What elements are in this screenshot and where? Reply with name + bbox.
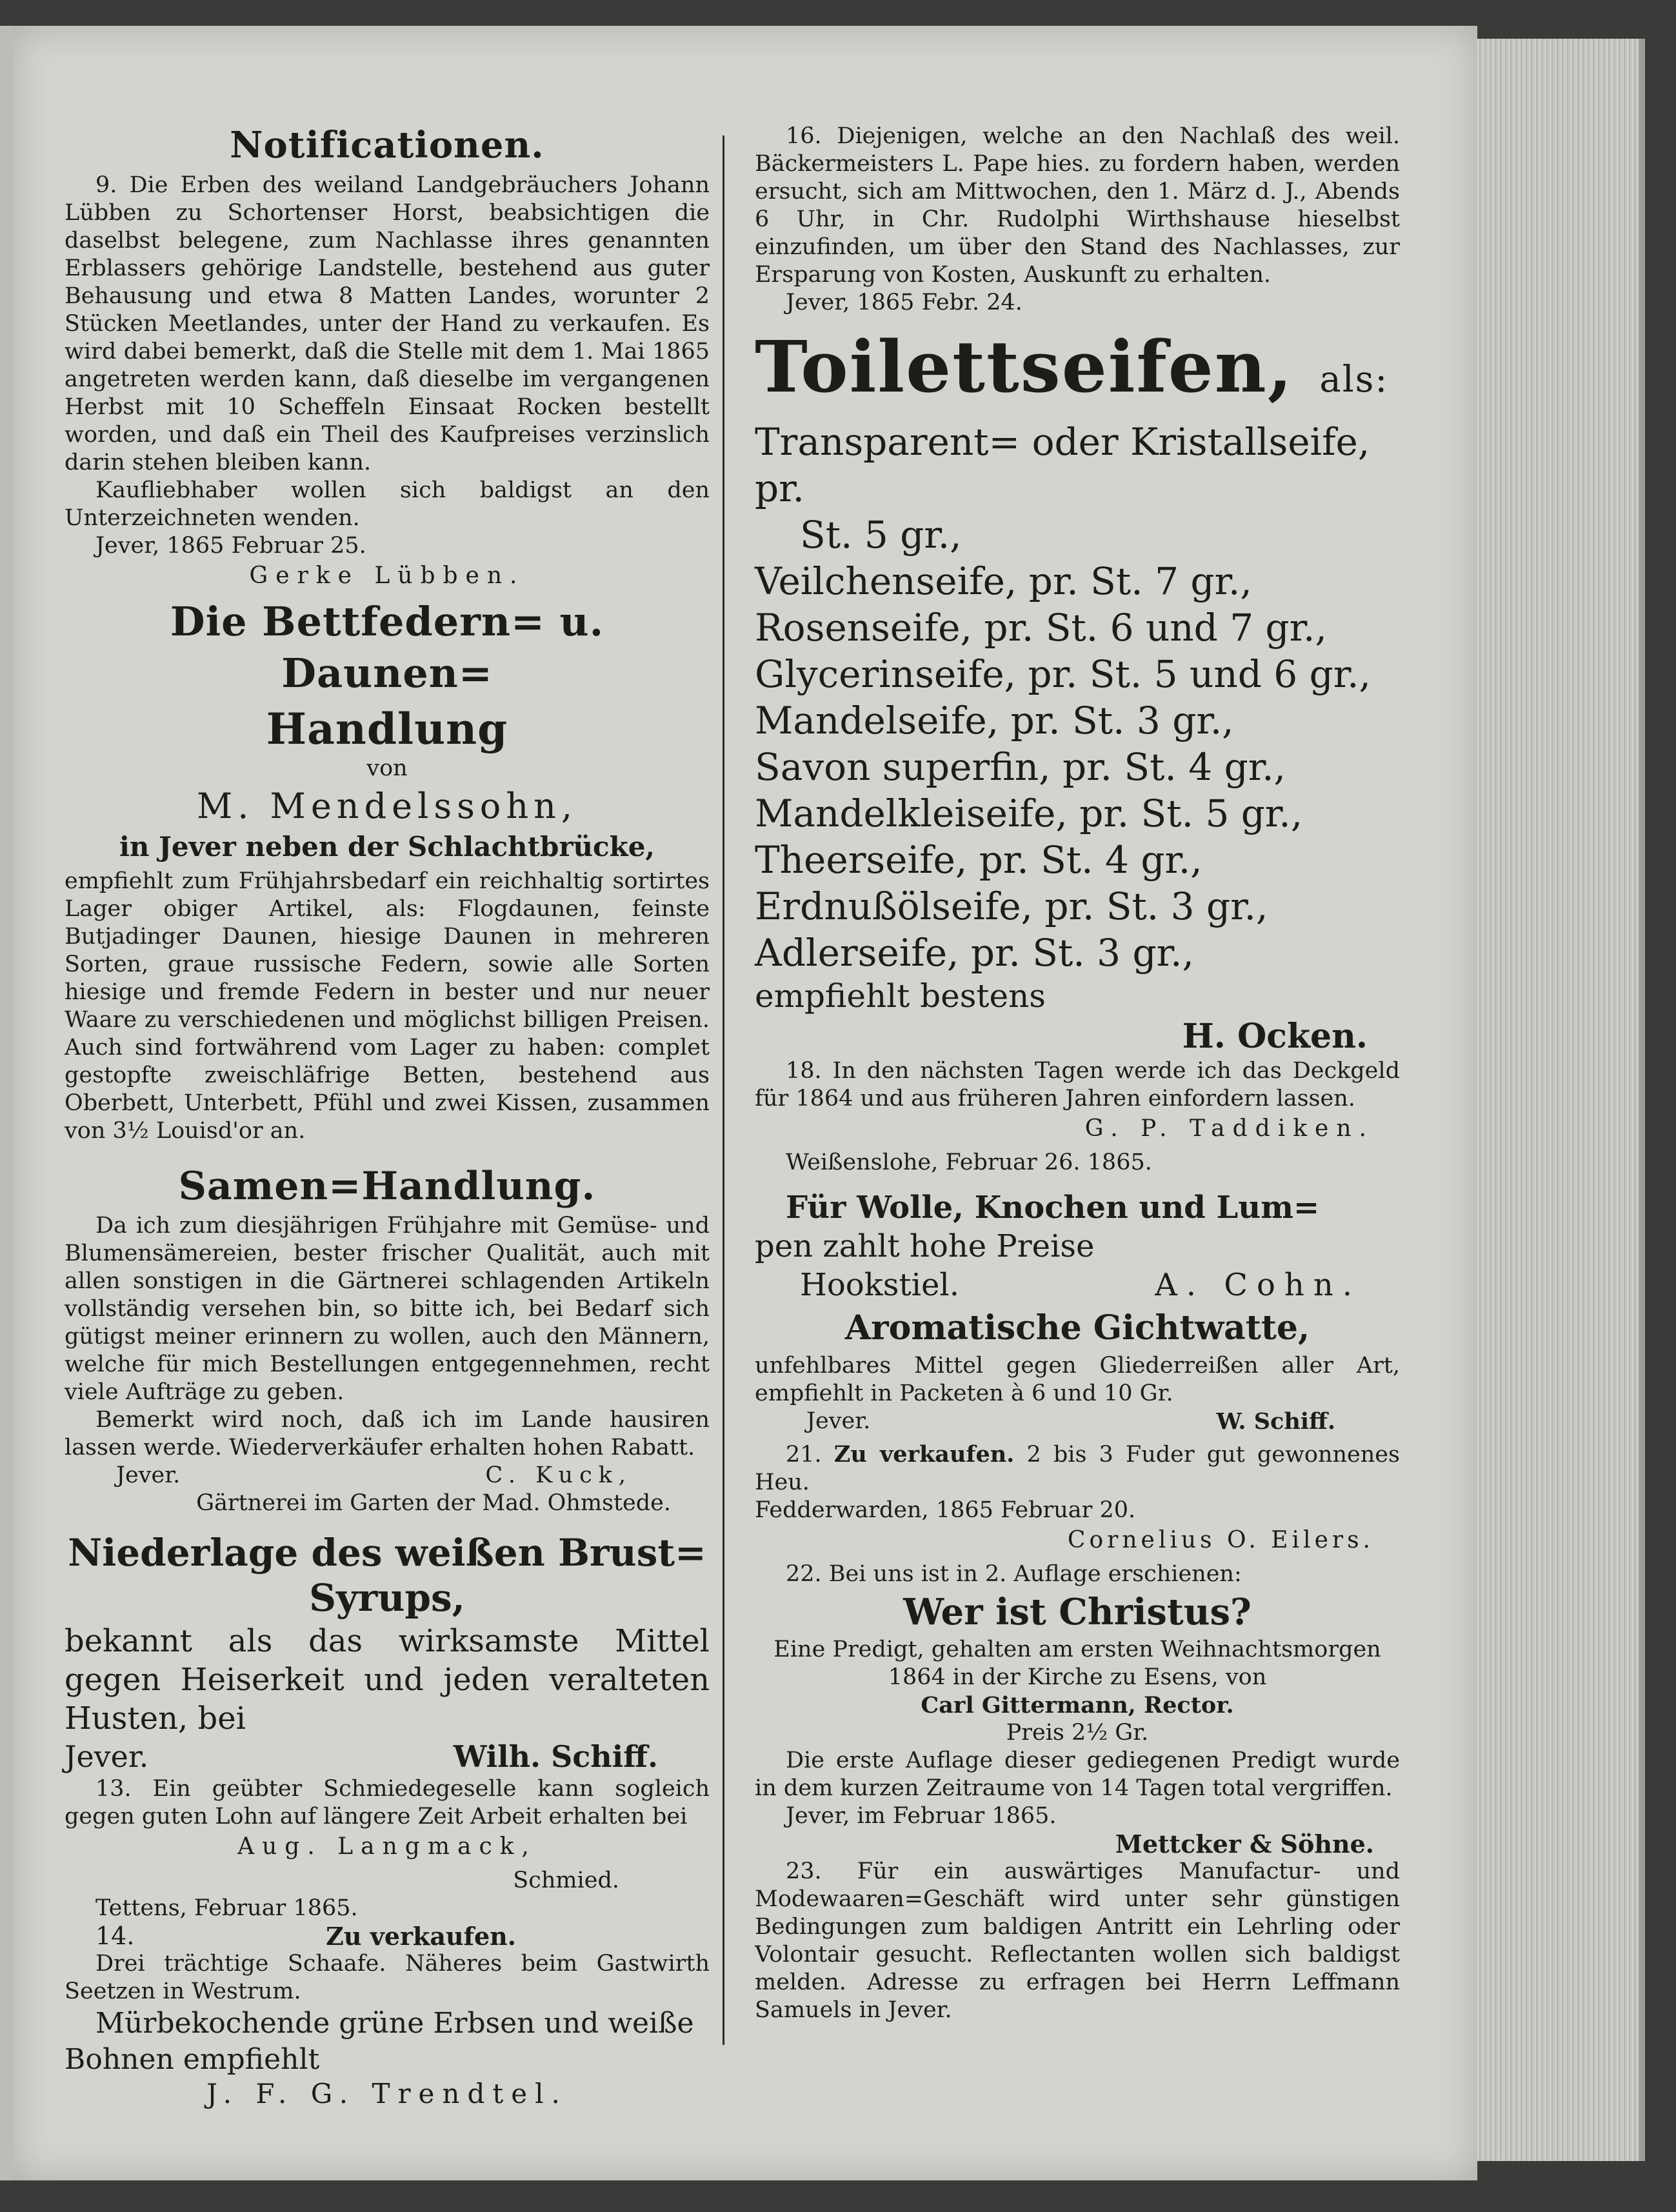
notice-21-date: Fedderwarden, 1865 Februar 20.: [755, 1497, 1136, 1523]
notifications-heading: Notificationen.: [230, 124, 544, 166]
notice-23-text: 23. Für ein auswärtiges Manufactur- und Modewaaren=Geschäft wird unter sehr günstigen Bedingungen zum baldigen Antritt ein Lehrling oder Volontair gesucht. Reflectanten wollen sich baldigst melden. Adresse zu erfragen bei Herrn Leffmann Samuels in Jever.: [755, 1858, 1400, 2023]
soap-title-als: als:: [1319, 359, 1389, 401]
notice-14-number: 14.: [95, 1922, 135, 1950]
notice-22-signature: Mettcker & Söhne.: [1115, 1829, 1374, 1858]
notice-13-signature-2: Schmied.: [513, 1868, 619, 1893]
bedding-location: in Jever neben der Schlachtbrücke,: [119, 831, 655, 862]
soap-item: empfiehlt bestens: [755, 977, 1046, 1015]
notice-9-text2: Kaufliebhaber wollen sich baldigst an den Unterzeichneten wenden.: [65, 477, 710, 531]
wool-ad-text-1: Für Wolle, Knochen und Lum=: [786, 1190, 1320, 1226]
notice-9-date: Jever, 1865 Februar 25.: [95, 533, 366, 559]
notice-18-signature: G. P. Taddiken.: [1084, 1115, 1374, 1142]
bedding-text: empfiehlt zum Frühjahrsbedarf ein reichhaltig sortirtes Lager obiger Artikel, als: Flogdaunen, feinste Butjadinger Daunen, hiesige Daunen in mehreren Sorten, graue russische Federn, sowie alle Sorten hiesige und fremde Federn in bester und nur neuer Waare zu verschiedenen und möglichst billigen Preisen. Auch sind fortwährend vom Lager zu haben: complet gestopfte zweischläfrige Betten, bestehend aus Oberbett, Unterbett, Pfühl und zwei Kissen, zusammen von 3½ Louisd'or an.: [65, 868, 710, 1144]
syrup-signature: Wilh. Schiff.: [453, 1739, 658, 1774]
column-divider: [723, 135, 724, 2045]
syrup-title-1: Niederlage des weißen Brust=: [68, 1531, 706, 1575]
left-column: [65, 123, 710, 2114]
peas-text: Mürbekochende grüne Erbsen und weiße Bohnen empfiehlt: [65, 2007, 694, 2076]
seed-shop-place: Jever.: [116, 1462, 181, 1488]
soap-item: Glycerinseife, pr. St. 5 und 6 gr.,: [755, 652, 1371, 696]
soap-item: Transparent= oder Kristallseife, pr.: [755, 420, 1370, 510]
soap-ad-title: [755, 325, 1400, 419]
soap-item: Adlerseife, pr. St. 3 gr.,: [755, 931, 1194, 975]
book-page-edges: [1477, 39, 1645, 2161]
adjacent-page-edge: [0, 26, 14, 2180]
notice-22-line-1: Eine Predigt, gehalten am ersten Weihnachtsmorgen: [773, 1637, 1381, 1662]
soap-item: Mandelkleiseife, pr. St. 5 gr.,: [755, 792, 1303, 835]
soap-item: Veilchenseife, pr. St. 7 gr.,: [755, 559, 1252, 603]
seed-shop-text2: Bemerkt wird noch, daß ich im Lande hausiren lassen werde. Wiederverkäufer erhalten hohen Rabatt.: [65, 1407, 710, 1460]
gout-ad-text: unfehlbares Mittel gegen Gliederreißen aller Art, empfiehlt in Packeten à 6 und 10 Gr.: [755, 1353, 1400, 1406]
bedding-title-1: Die Bettfedern= u. Daunen=: [170, 598, 604, 697]
syrup-text: bekannt als das wirksamste Mittel gegen Heiserkeit und jeden veralteten Husten, bei: [65, 1623, 710, 1737]
wool-ad-signature: A. Cohn.: [1155, 1267, 1361, 1303]
notice-22-author: Carl Gittermann, Rector.: [921, 1692, 1234, 1719]
notice-9-signature: Gerke Lübben.: [249, 563, 525, 589]
seed-shop-signature-2: Gärtnerei im Garten der Mad. Ohmstede.: [196, 1490, 671, 1516]
soap-title-word: Toilettseifen,: [755, 325, 1294, 408]
notice-21-text: 2 bis 3 Fuder gut gewonnenes Heu.: [755, 1442, 1400, 1495]
notice-22-price: Preis 2½ Gr.: [1006, 1720, 1149, 1746]
notice-13-text: 13. Ein geübter Schmiedegeselle kann sogleich gegen guten Lohn auf längere Zeit Arbeit erhalten bei: [65, 1776, 710, 1829]
notice-22-line-2: 1864 in der Kirche zu Esens, von: [888, 1664, 1267, 1690]
peas-signature: J. F. G. Trendtel.: [206, 2078, 568, 2109]
gout-ad-place: Jever.: [806, 1408, 871, 1434]
bedding-merchant-name: M. Mendelssohn,: [196, 786, 578, 826]
wool-ad-text-2: pen zahlt hohe Preise: [755, 1228, 1095, 1264]
seed-shop-text: Da ich zum diesjährigen Frühjahre mit Gemüse- und Blumensämereien, bester frischer Qualität, auch mit allen sonstigen in die Gärtnerei schlagenden Artikeln vollständig versehen bin, so bitte ich, bei Bedarf sich gütigst meiner erinnern zu wollen, auch den Männern, welche für mich Bestellungen entgegennehmen, recht viele Aufträge zu geben.: [65, 1213, 710, 1405]
soap-item: Savon superfin, pr. St. 4 gr.,: [755, 745, 1286, 789]
notice-18-date: Weißenslohe, Februar 26. 1865.: [786, 1150, 1152, 1175]
notice-13-date: Tettens, Februar 1865.: [95, 1895, 358, 1921]
seed-shop-title: Samen=Handlung.: [178, 1164, 596, 1209]
notice-21: [755, 1440, 1400, 1497]
soap-item: Theerseife, pr. St. 4 gr.,: [755, 838, 1202, 882]
notice-21-signature: Cornelius O. Eilers.: [1067, 1527, 1374, 1553]
notice-22-text: Die erste Auflage dieser gediegenen Predigt wurde in dem kurzen Zeitraume von 14 Tagen total vergriffen.: [755, 1748, 1400, 1801]
notice-22-title: Wer ist Christus?: [903, 1591, 1252, 1633]
soap-item: Mandelseife, pr. St. 3 gr.,: [755, 699, 1234, 742]
soap-item: Rosenseife, pr. St. 6 und 7 gr.,: [755, 606, 1327, 650]
notice-22-date: Jever, im Februar 1865.: [786, 1803, 1057, 1829]
notice-14-text: Drei trächtige Schaafe. Näheres beim Gastwirth Seetzen in Westrum.: [65, 1951, 710, 2004]
notice-14-title: Zu verkaufen.: [326, 1922, 516, 1951]
wool-ad-place: Hookstiel.: [800, 1267, 960, 1303]
notice-22-intro: 22. Bei uns ist in 2. Auflage erschienen:: [786, 1561, 1242, 1587]
notice-13-signature: Aug. Langmack,: [237, 1833, 537, 1860]
notice-16-date: Jever, 1865 Febr. 24.: [786, 290, 1023, 315]
bedding-title-2: Handlung: [266, 704, 508, 754]
bedding-von: von: [366, 755, 408, 781]
syrup-title-2: Syrups,: [309, 1576, 465, 1620]
syrup-place: Jever.: [65, 1739, 149, 1774]
soap-item: Erdnußölseife, pr. St. 3 gr.,: [755, 884, 1268, 928]
gout-ad-title: Aromatische Gichtwatte,: [844, 1308, 1310, 1348]
gout-ad-signature: W. Schiff.: [1216, 1408, 1335, 1435]
notice-21-number: 21.: [786, 1442, 822, 1468]
notice-18-text: 18. In den nächsten Tagen werde ich das Deckgeld für 1864 und aus früheren Jahren einfordern lassen.: [755, 1058, 1400, 1111]
soap-item: St. 5 gr.,: [800, 513, 962, 557]
seed-shop-signature: C. Kuck,: [485, 1462, 632, 1488]
soap-signature: H. Ocken.: [1182, 1017, 1368, 1056]
notice-9-text: 9. Die Erben des weiland Landgebräuchers Johann Lübben zu Schortenser Horst, beabsichtigen die daselbst belegene, zum Nachlasse ihres genannten Erblassers gehörige Landstelle, bestehend aus guter Behausung und etwa 8 Matten Landes, worunter 2 Stücken Meetlandes, unter der Hand zu verkaufen. Es wird dabei bemerkt, daß die Stelle mit dem 1. Mai 1865 angetreten werden kann, daß dieselbe im vergangenen Herbst mit 10 Scheffeln Einsaat Rocken bestellt worden, und daß ein Theil des Kaufpreises verzinslich darin stehen bleiben kann.: [65, 172, 710, 475]
notice-21-title: Zu verkaufen.: [833, 1441, 1015, 1468]
notice-16-text: 16. Diejenigen, welche an den Nachlaß des weil. Bäckermeisters L. Pape hies. zu fordern haben, werden ersucht, sich am Mittwochen, den 1. März d. J., Abends 6 Uhr, in Chr. Rudolphi Wirthshause hieselbst einzufinden, um über den Stand des Nachlasses, zur Ersparung von Kosten, Auskunft zu erhalten.: [755, 123, 1400, 288]
right-column: [755, 123, 1400, 2024]
